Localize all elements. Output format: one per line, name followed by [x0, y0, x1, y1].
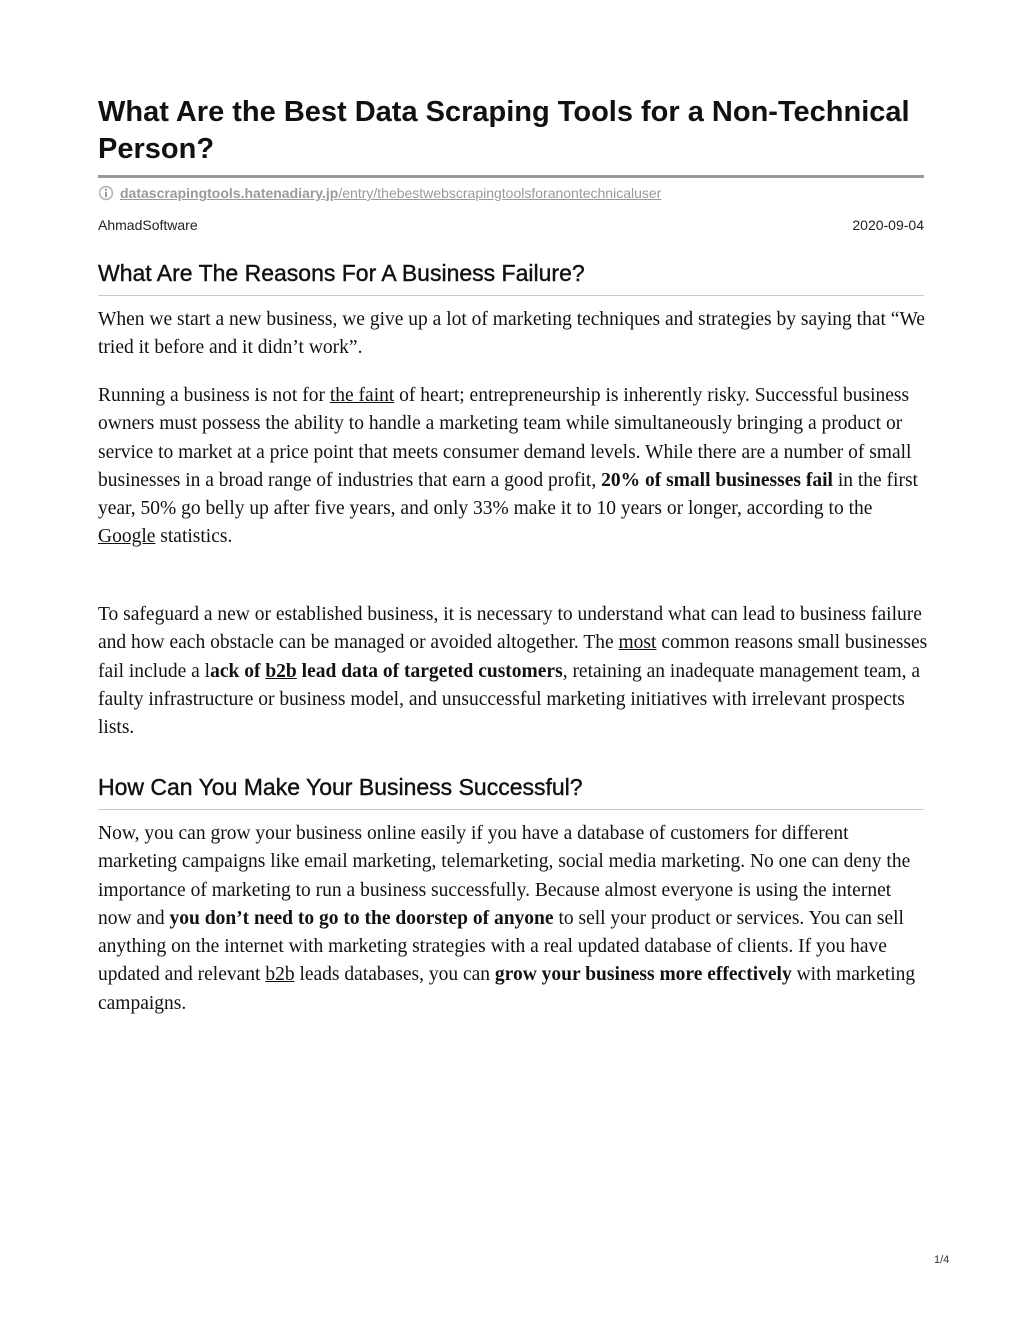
author-name: AhmadSoftware	[98, 217, 198, 233]
publish-date: 2020-09-04	[852, 217, 924, 233]
page-number: 1/4	[934, 1254, 950, 1266]
link-most[interactable]: most	[618, 632, 657, 654]
paragraph-safeguard	[98, 601, 928, 742]
bold-grow-business: grow your business more effectively	[494, 964, 792, 986]
section-heading-business-success: How Can You Make Your Business Successful?	[98, 774, 583, 800]
link-b2b-bold[interactable]: b2b	[265, 660, 297, 682]
info-circle-icon	[98, 185, 114, 201]
source-domain-link[interactable]: datascrapingtools.hatenadiary.jp	[120, 185, 339, 201]
source-path-link[interactable]: /entry/thebestwebscrapingtoolsforanontechnicaluser	[338, 185, 662, 201]
text-run: Running a business is not for	[98, 385, 330, 406]
text-run: common reasons small businesses fail include a l	[98, 632, 928, 682]
text-run: to sell your product or services. You can sell anything on the internet with marketing strategies with a real updated database of clients. If you have updated and relevant	[98, 907, 904, 986]
text-run: leads databases, you can	[294, 964, 495, 986]
page-title: What Are the Best Data Scraping Tools for a Non-Technical Person?	[98, 96, 910, 165]
text-run: Now, you can grow your business online easily if you have a database of customers for different marketing campaigns like email marketing, telemarketing, social media marketing. No one can deny the importance of marketing to run a business successfully. Because almost everyone is using the internet now and	[98, 823, 911, 929]
paragraph-intro: When we start a new business, we give up a lot of marketing techniques and strategies by saying that “We tried it before and it didn’t work”.	[98, 309, 925, 359]
text-run: in the first year, 50% go belly up after five years, and only 33% make it to 10 years or longer, according to the	[98, 469, 918, 520]
text-run: with marketing campaigns.	[98, 964, 916, 1014]
source-url[interactable]	[98, 184, 661, 202]
link-b2b[interactable]: b2b	[265, 964, 295, 986]
text-run: , retaining an inadequate management team, a faulty infrastructure or business model, and unsuccessful marketing initiatives with irrelevant prospects lists.	[98, 660, 921, 739]
link-google[interactable]: Google	[98, 526, 156, 548]
text-run: of heart; entrepreneurship is inherently risky. Successful business owners must possess the ability to handle a marketing team while simultaneously bringing a product or service to market at a price point that meets consumer demand levels. While there are a number of small businesses in a broad range of industries that earn a good profit,	[98, 385, 912, 491]
section-divider	[98, 295, 924, 296]
bold-doorstep: you don’t need to go to the doorstep of anyone	[169, 907, 554, 929]
paragraph-grow-online	[98, 820, 928, 1018]
section-divider	[98, 809, 924, 810]
bold-lead-data: lead data of targeted customers	[296, 660, 563, 682]
document-page	[98, 0, 926, 1325]
link-the-faint[interactable]: the faint	[329, 385, 395, 406]
section-heading-business-failure: What Are The Reasons For A Business Failure?	[98, 260, 585, 286]
text-run: To safeguard a new or established business, it is necessary to understand what can lead to business failure and how each obstacle can be managed or avoided altogether. The	[98, 604, 922, 654]
bold-statistic: 20% of small businesses fail	[601, 469, 833, 491]
bold-lack-of: ack of	[210, 660, 266, 682]
title-divider	[98, 175, 924, 178]
paragraph-running-business	[98, 382, 928, 552]
article-meta	[98, 217, 924, 233]
text-run: statistics.	[155, 526, 233, 548]
